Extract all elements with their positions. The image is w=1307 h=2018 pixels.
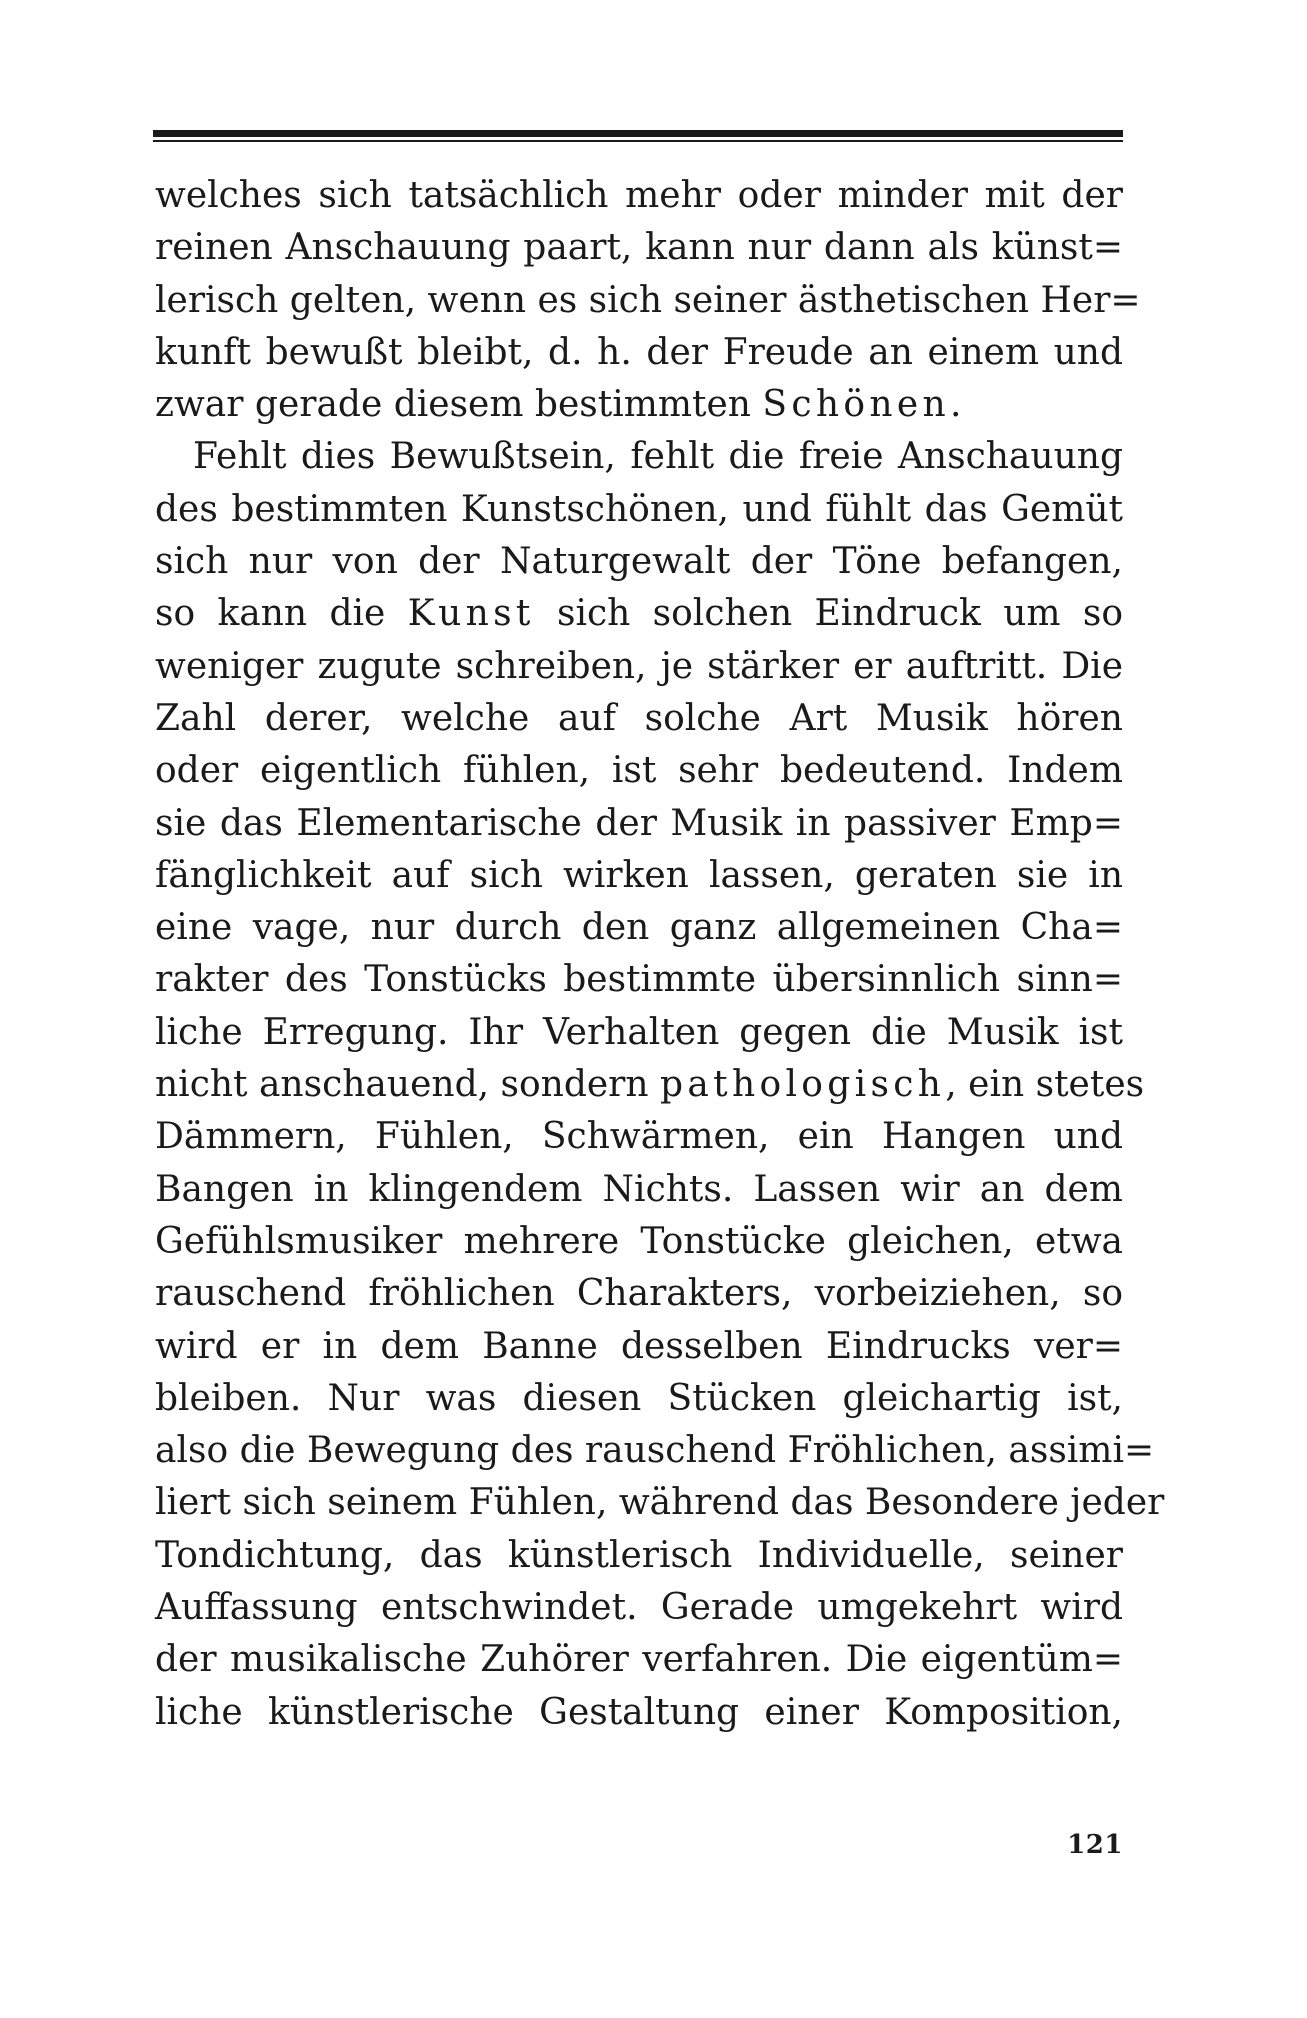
text-line: liert sich seinem Fühlen, während das Besondere jeder (155, 1482, 1165, 1524)
text-line: fänglichkeit auf sich wirken lassen, geraten sie in (155, 854, 1123, 896)
text-line: rakter des Tonstücks bestimmte übersinnlich sinn= (155, 959, 1123, 1001)
text-line: liche Erregung. Ihr Verhalten gegen die Musik ist (155, 1011, 1123, 1053)
text-segment: so kann die (155, 593, 408, 635)
emphasized-word: pathologisch (660, 1064, 946, 1106)
body-text (155, 170, 1165, 1739)
header-rule-thin (153, 140, 1123, 142)
text-line: liche künstlerische Gestaltung einer Komposition, (155, 1691, 1123, 1733)
text-line: bleiben. Nur was diesen Stücken gleichartig ist, (155, 1377, 1123, 1419)
text-line (155, 379, 1123, 431)
text-line: Gefühlsmusiker mehrere Tonstücke gleichen, etwa (155, 1220, 1123, 1262)
text-segment: , ein stetes (945, 1064, 1145, 1106)
text-line: reinen Anschauung paart, kann nur dann als künst= (155, 227, 1123, 269)
text-segment: zwar gerade diesem bestimmten (155, 384, 763, 426)
text-line (155, 588, 1123, 640)
text-line: Dämmern, Fühlen, Schwärmen, ein Hangen und (155, 1116, 1123, 1158)
text-line: Zahl derer, welche auf solche Art Musik hören (155, 697, 1123, 739)
text-line: des bestimmten Kunstschönen, und fühlt das Gemüt (155, 488, 1123, 530)
text-line: oder eigentlich fühlen, ist sehr bedeutend. Indem (155, 750, 1123, 792)
text-line: rauschend fröhlichen Charakters, vorbeiziehen, so (155, 1273, 1123, 1315)
text-line: Fehlt dies Bewußtsein, fehlt die freie Anschauung (193, 436, 1123, 478)
text-line: Auffassung entschwindet. Gerade umgekehrt wird (155, 1587, 1123, 1629)
text-line: also die Bewegung des rauschend Fröhlichen, assimi= (155, 1430, 1155, 1472)
text-line: kunft bewußt bleibt, d. h. der Freude an einem und (155, 331, 1123, 373)
text-segment: . (950, 384, 962, 426)
text-line: Bangen in klingendem Nichts. Lassen wir an dem (155, 1168, 1123, 1210)
text-line: eine vage, nur durch den ganz allgemeinen Cha= (155, 907, 1123, 949)
text-line: lerisch gelten, wenn es sich seiner ästhetischen Her= (155, 279, 1141, 321)
text-line: der musikalische Zuhörer verfahren. Die eigentüm= (155, 1639, 1123, 1681)
text-line: wird er in dem Banne desselben Eindrucks ver= (155, 1325, 1123, 1367)
emphasized-word: Schönen (762, 384, 951, 426)
header-double-rule (153, 130, 1123, 142)
header-rule-thick (153, 130, 1123, 137)
text-line (155, 1059, 1145, 1111)
emphasized-word: Kunst (407, 593, 535, 635)
text-line: Tondichtung, das künstlerisch Individuelle, seiner (155, 1534, 1123, 1576)
text-segment: sich solchen Eindruck um so (534, 593, 1123, 635)
text-line: weniger zugute schreiben, je stärker er auftritt. Die (155, 645, 1123, 687)
text-line: sie das Elementarische der Musik in passiver Emp= (155, 802, 1123, 844)
text-line: welches sich tatsächlich mehr oder minder mit der (155, 175, 1123, 216)
text-segment: nicht anschauend, sondern (155, 1064, 661, 1106)
page-number: 121 (1067, 1830, 1123, 1860)
text-line: sich nur von der Naturgewalt der Töne befangen, (155, 541, 1123, 583)
